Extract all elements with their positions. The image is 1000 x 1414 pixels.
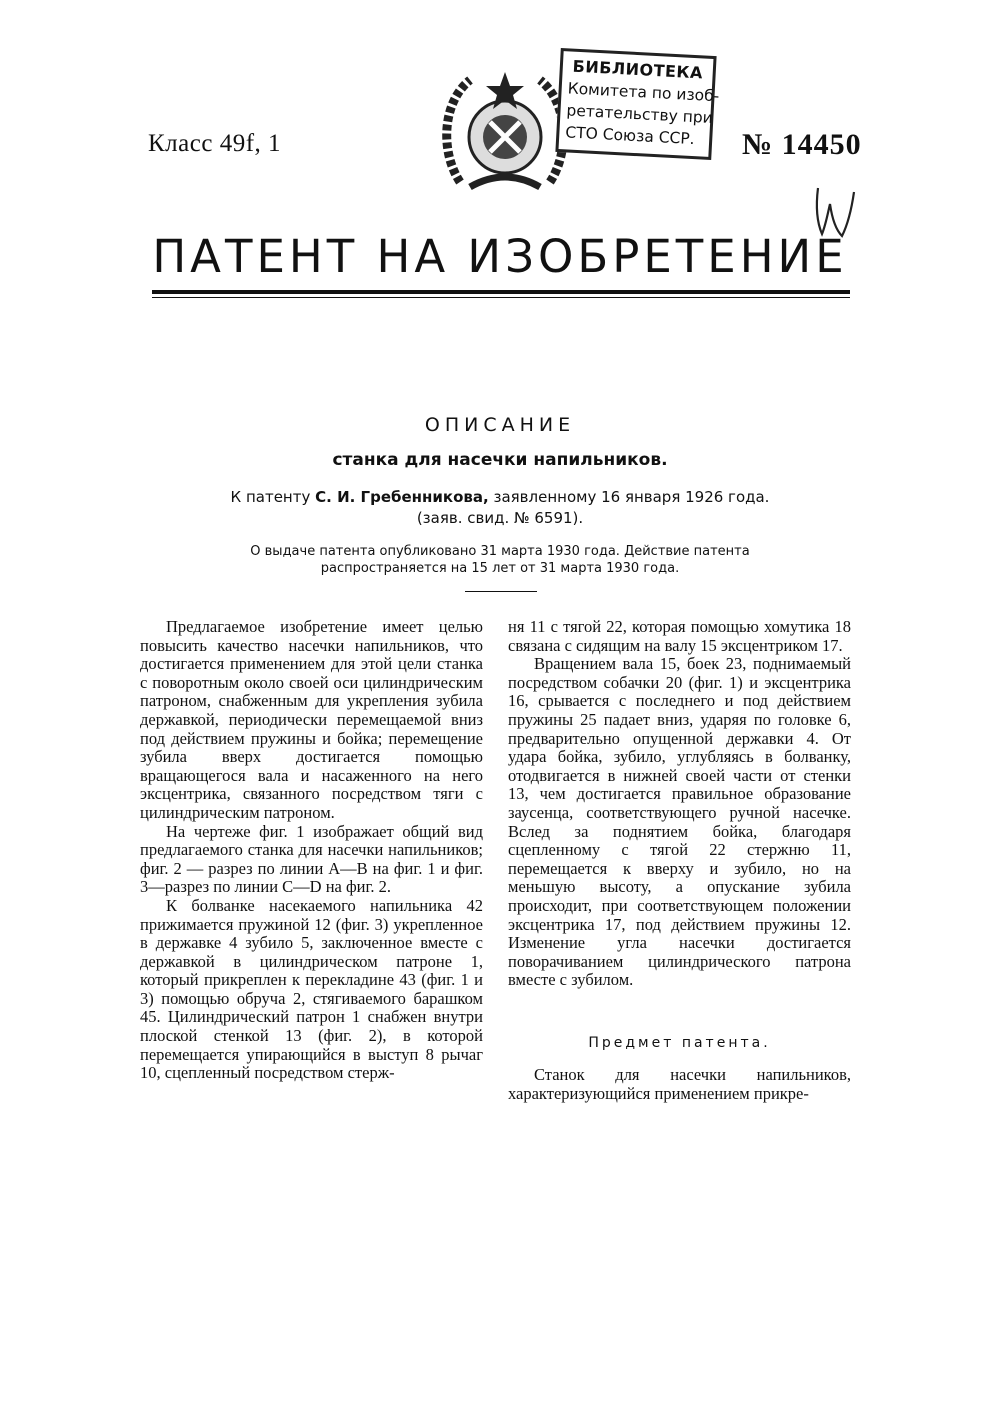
description-subtitle: станка для насечки напильников. bbox=[332, 450, 668, 470]
body-paragraph: Предлагаемое изобретение имеет целью повысить качество насечки напильников, что достигается применением для этой цели станка с поворотным около своей оси цилиндрическим патроном, снабженным для укрепления зубила державкой, периодически перемещаемой вниз под действием пружины и бойка; перемещение зубила вверх достигается помощью вращающегося вала и насаженного на него эксцентрика, связанного посредством тяги с цилиндрическим патроном. bbox=[140, 617, 483, 822]
page-title: ПАТЕНТ НА ИЗОБРЕТЕНИЕ bbox=[152, 230, 848, 283]
publication-line: О выдаче патента опубликовано 31 марта 1930 года. Действие патента bbox=[250, 544, 750, 559]
body-column-right bbox=[508, 618, 851, 1104]
patent-class: Класс 49f, 1 bbox=[148, 130, 282, 157]
body-paragraph: К болванке насекаемого напильника 42 прижимается пружиной 12 (фиг. 3) укрепленное в державке 4 зубило 5, заключенное вместе с державкой в цилиндрическом патроне 1, который прикреплен к перекладине 43 (фиг. 1 и 3) помощью обруча 2, стягиваемого барашком 45. Цилиндрический патрон 1 снабжен внутри плоской стенкой 13 (фиг. 2), в которой перемещается упирающийся в выступ 8 рычаг 10, сцепленный посредством стерж- bbox=[140, 895, 483, 1083]
body-paragraph: ня 11 с тягой 22, которая помощью хомутика 18 связана с сидящим на валу 15 эксцентриком 17. bbox=[508, 617, 851, 655]
publication-note bbox=[200, 543, 800, 577]
state-emblem bbox=[440, 62, 570, 202]
patent-number: № 14450 bbox=[742, 128, 862, 161]
stamp-line: СТО Союза ССР. bbox=[564, 123, 696, 149]
divider-thin bbox=[152, 297, 850, 298]
body-paragraph: На чертеже фиг. 1 изображает общий вид предлагаемого станка для насечки напильников; фиг. 2 — разрез по линии A—B на фиг. 1 и фиг. 3—разрез по линии C—D на фиг. 2. bbox=[140, 821, 483, 897]
stamp-line: ретательству при bbox=[566, 101, 714, 128]
section-divider bbox=[465, 591, 537, 592]
library-stamp bbox=[555, 48, 720, 160]
patentee-prefix: К патенту bbox=[230, 488, 311, 506]
body-paragraph: Вращением вала 15, боек 23, поднимаемый посредством собачки 20 (фиг. 1) и эксцентрика 16, срывается с последнего и под действием пружины 25 падает вниз, ударяя по головке 6, предварительно опущенной державки 4. От удара бойка, зубило, углубляясь в болванку, отодвигается в нижней своей части от стенки 13, чем достигается правильное образование заусенца, соответствующего ручной насечке. Вслед за поднятием бойка, благодаря сцепленному с тягой 22 стержню 11, перемещается к вверху и зубило, но на меньшую высоту, а опускание зубила происходит, при соответствующем положении эксцентрика 17, под действием пружины 12. Изменение угла насечки достигается поворачиванием цилиндрического патрона вместе с зубилом. bbox=[508, 654, 851, 990]
claims-heading: Предмет патента. bbox=[588, 1034, 771, 1051]
body-column-left bbox=[140, 618, 483, 1083]
description-heading: ОПИСАНИЕ bbox=[424, 414, 576, 436]
claims-paragraph: Станок для насечки напильников, характеризующийся применением прикре- bbox=[508, 1065, 851, 1104]
publication-line: распространяется на 15 лет от 31 марта 1930 года. bbox=[320, 561, 680, 576]
divider-thick bbox=[152, 290, 850, 294]
patentee-info bbox=[160, 487, 840, 529]
patentee-name: С. И. Гребенникова, bbox=[315, 488, 489, 506]
stamp-title: БИБЛИОТЕКА bbox=[572, 56, 704, 83]
application-reference: (заяв. свид. № 6591). bbox=[416, 509, 584, 527]
patentee-suffix: заявленному 16 января 1926 года. bbox=[493, 488, 770, 506]
stamp-line: Комитета по изоб- bbox=[567, 79, 720, 106]
